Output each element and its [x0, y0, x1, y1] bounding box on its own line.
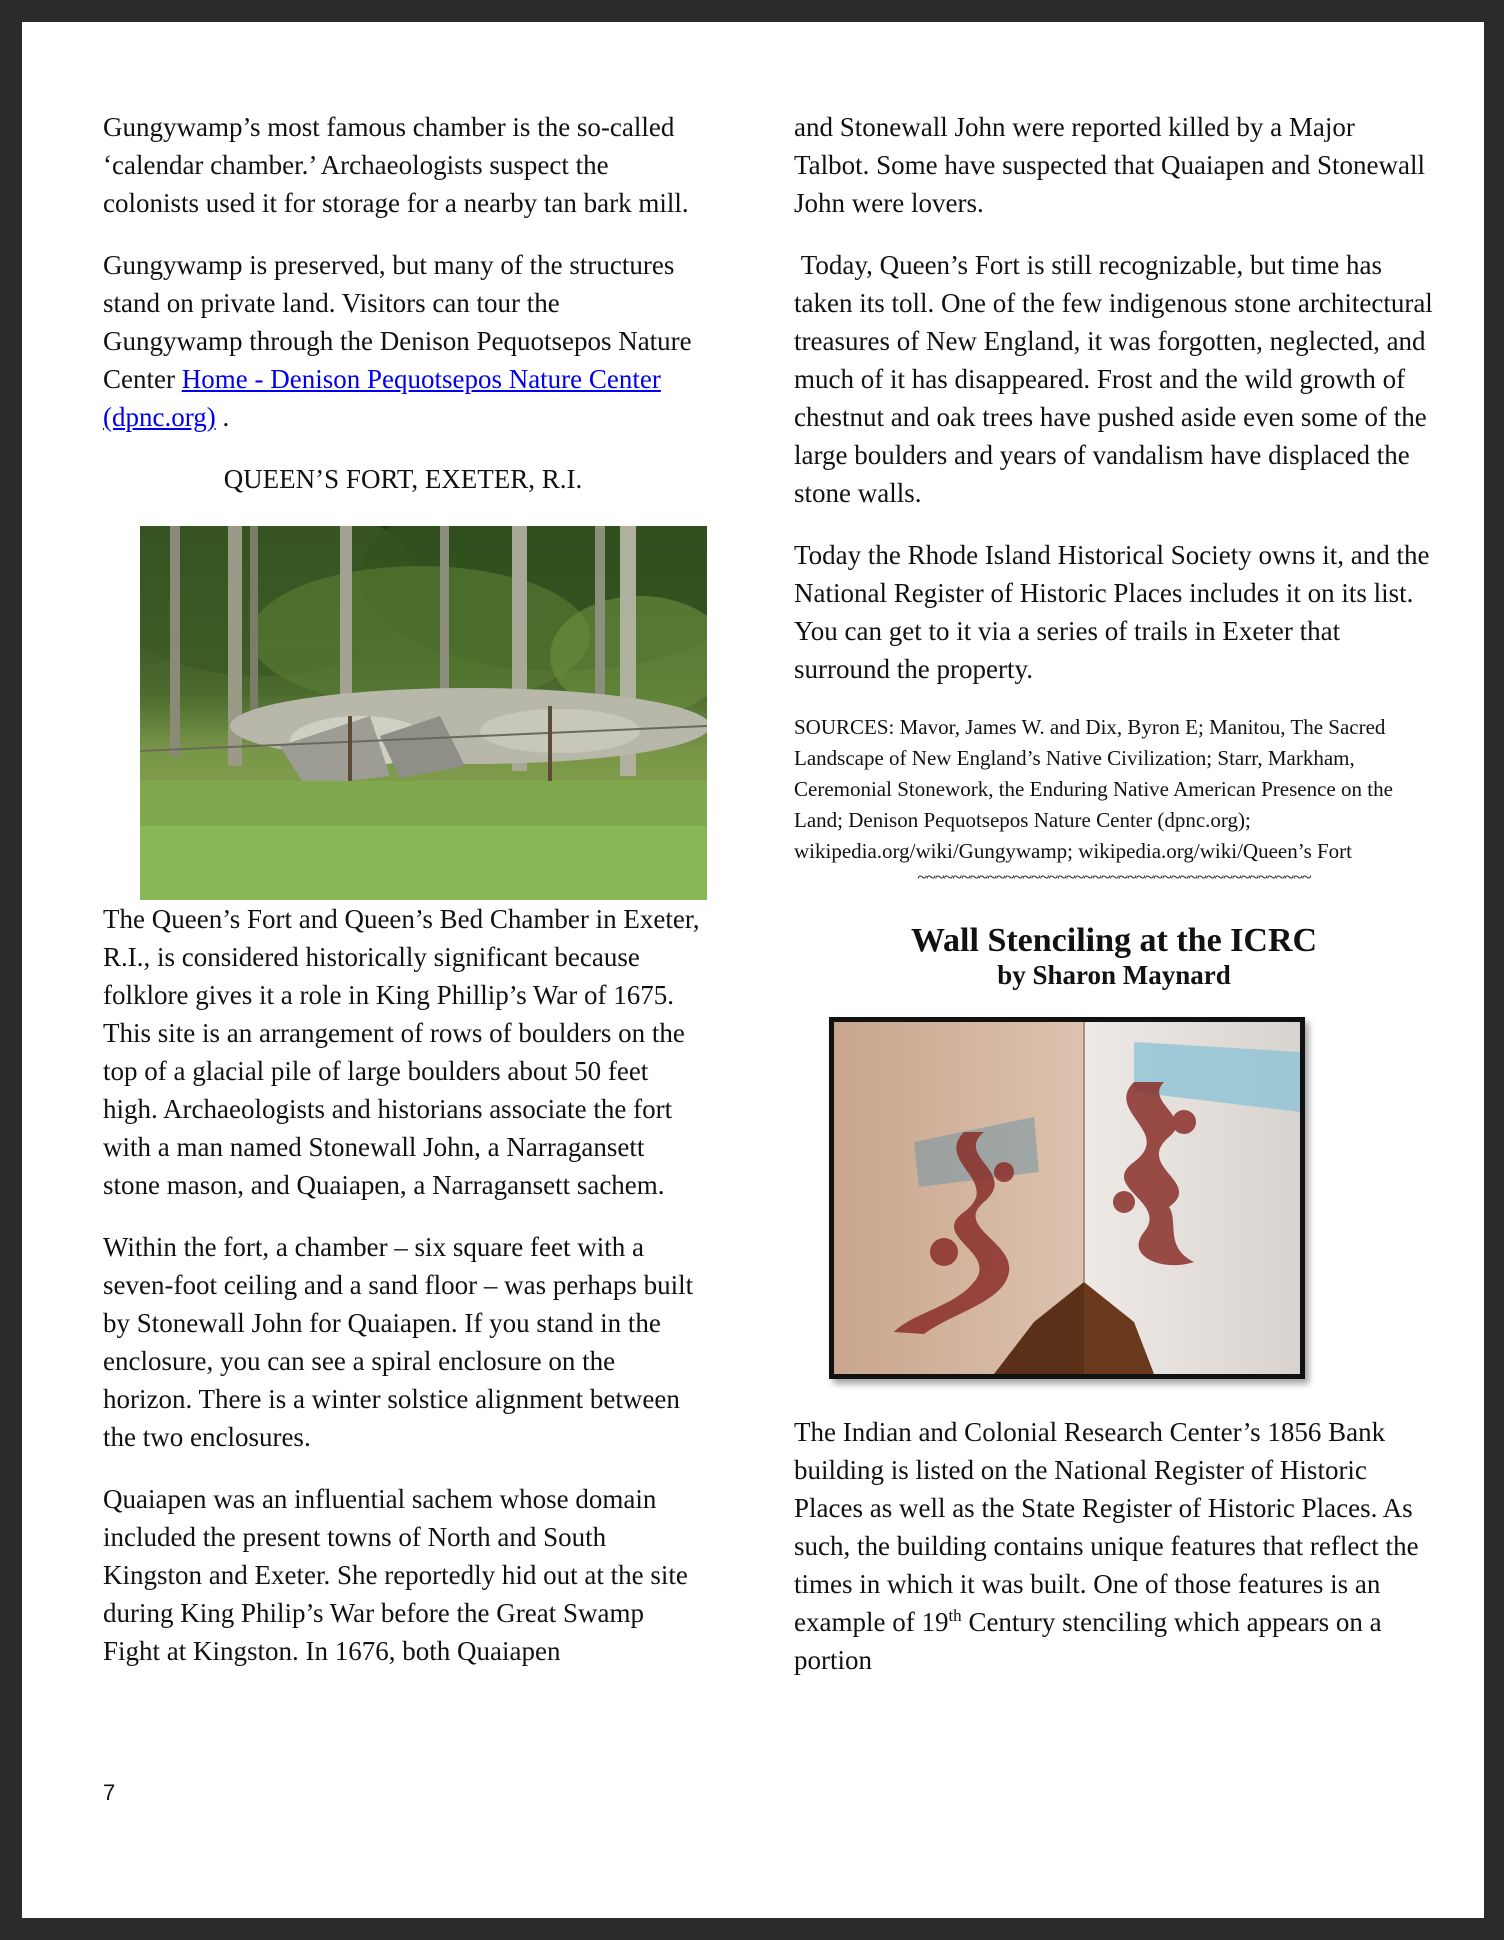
document-page	[22, 22, 1484, 1918]
paragraph-text-end: Century stenciling which appears on a portion	[794, 1607, 1382, 1675]
left-column	[103, 108, 703, 1694]
article-title: Wall Stenciling at the ICRC	[910, 922, 1318, 959]
century-number: 19	[921, 1607, 949, 1637]
paragraph-historical-society: Today the Rhode Island Historical Society owns it, and the National Register of Historic Places includes it on its list. You can get to it via a series of trails in Exeter that surround the property.	[794, 540, 1430, 684]
paragraph-text: The Indian and Colonial Research Center’s 1856 Bank building is listed on the National Register of Historic Places as well as the State Register of Historic Places. As such, the building contains unique features that reflect the times in which it was built. One of those features is an example of	[794, 1417, 1419, 1637]
paragraph-text: Gungywamp is preserved, but many of the structures stand on private land. Visitors can tour the Gungywamp through the Denison Pequotsepos Nature Center	[103, 250, 692, 394]
paragraph-calendar-chamber: Gungywamp’s most famous chamber is the so-called ‘calendar chamber.’ Archaeologists suspect the colonists used it for storage for a nearby tan bark mill.	[103, 112, 689, 218]
section-divider: ~~~~~~~~~~~~~~~~~~~~~~~~~~~~~~~~~~~~~~~~~~~~~	[917, 867, 1311, 887]
right-column	[794, 108, 1440, 1703]
queens-fort-photo	[140, 526, 707, 900]
paragraph-quaiapen: Quaiapen was an influential sachem whose domain included the present towns of North and South Kingston and Exeter. She reportedly hid out at the site during King Philip’s War before the Great Swamp Fight at Kingston. In 1676, both Quaiapen	[103, 1484, 688, 1666]
ordinal-suffix: th	[948, 1606, 962, 1625]
paragraph-end: .	[215, 402, 230, 432]
article-byline: by Sharon Maynard	[997, 960, 1231, 990]
paragraph-queens-fort-significance: The Queen’s Fort and Queen’s Bed Chamber in Exeter, R.I., is considered historically significant because folklore gives it a role in King Phillip’s War of 1675. This site is an arrangement of rows of boulders on the top of a glacial pile of large boulders about 50 feet high. Archaeologists and historians associate the fort with a man named Stonewall John, a Narragansett stone mason, and Quaiapen, a Narragansett sachem.	[103, 904, 700, 1200]
wall-stencil-photo	[829, 1017, 1305, 1379]
paragraph-talbot: and Stonewall John were reported killed by a Major Talbot. Some have suspected that Quaiapen and Stonewall John were lovers.	[794, 112, 1425, 218]
paragraph-icrc-bank-building	[794, 1413, 1434, 1679]
dpnc-link[interactable]: Home - Denison Pequotsepos Nature Center (dpnc.org)	[103, 364, 661, 432]
page-number: 7	[103, 1780, 116, 1805]
paragraph-gungywamp-preserved	[103, 246, 703, 436]
paragraph-queens-fort-today: Today, Queen’s Fort is still recognizable, but time has taken its toll. One of the few indigenous stone architectural treasures of New England, it was forgotten, neglected, and much of it has disappeared. Frost and the wild growth of chestnut and oak trees have pushed aside even some of the large boulders and years of vandalism have displaced the stone walls.	[794, 250, 1440, 508]
sources-list: SOURCES: Mavor, James W. and Dix, Byron E; Manitou, The Sacred Landscape of New England’s Native Civilization; Starr, Markham, Ceremonial Stonework, the Enduring Native American Presence on the Land; Denison Pequotsepos Nature Center (dpnc.org); wikipedia.org/wiki/Gungywamp; wikipedia.org/wiki/Queen’s Fort	[794, 715, 1393, 863]
paragraph-chamber: Within the fort, a chamber – six square feet with a seven-foot ceiling and a sand floor – was perhaps built by Stonewall John for Quaiapen. If you stand in the enclosure, you can see a spiral enclosure on the horizon. There is a winter solstice alignment between the two enclosures.	[103, 1232, 694, 1452]
section-heading-queens-fort: QUEEN’S FORT, EXETER, R.I.	[223, 464, 583, 494]
